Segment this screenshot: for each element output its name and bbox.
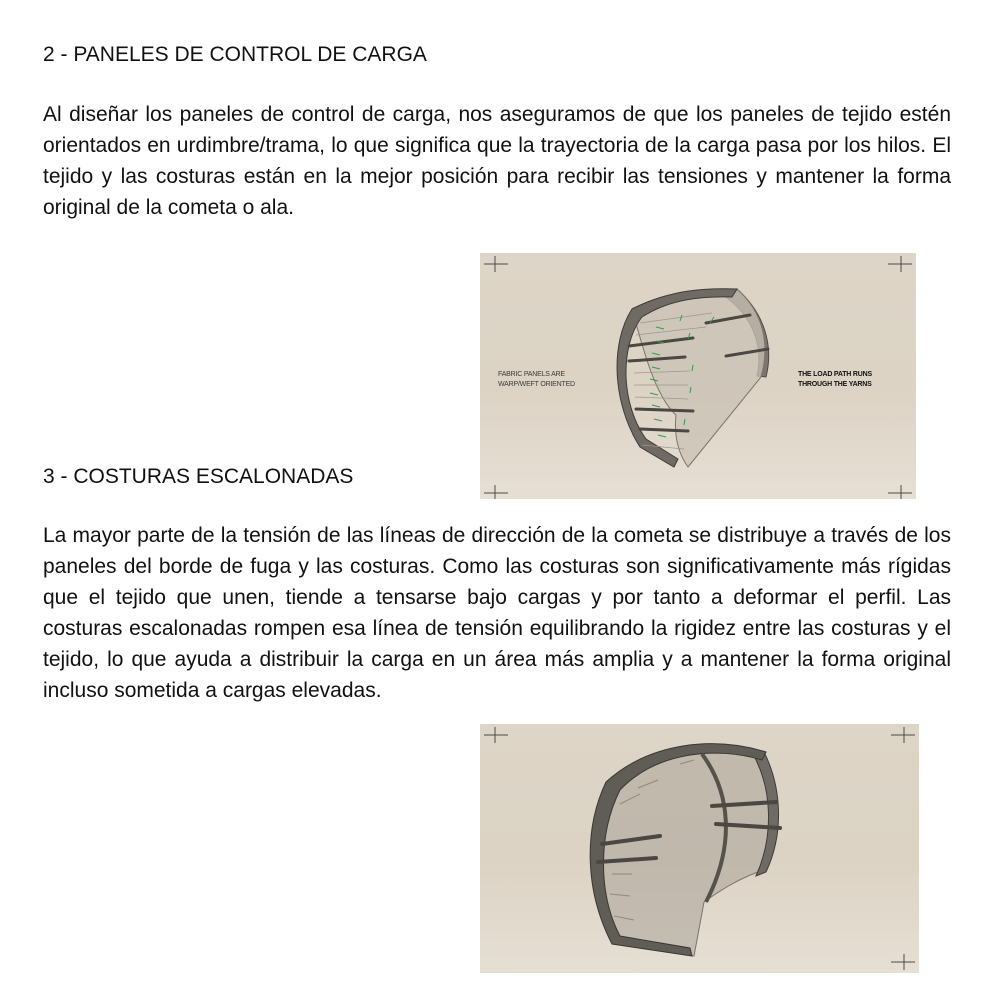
section-3-paragraph: La mayor parte de la tensión de las líneas de dirección de la cometa se distribuye a través de los paneles del borde de fuga y las costuras. Como las costuras son significativamente más rígidas que el tejido que unen, tiende a tensarse bajo cargas y por tanto a deformar el perfil. Las costuras escalonadas rompen esa línea de tensión equilibrando la rigidez entre las costuras y el tejido, lo que ayuda a distribuir la carga en un área más amplia y a mantener la forma original incluso sometida a cargas elevadas. xyxy=(43,524,951,702)
figure-label-left-line2: WARP/WEFT ORIENTED xyxy=(498,381,575,388)
kite-diagram-staggered-seams xyxy=(480,724,919,973)
staggered-seams-figure xyxy=(480,724,919,973)
load-control-panels-figure xyxy=(480,253,916,499)
section-2-paragraph: Al diseñar los paneles de control de carga, nos aseguramos de que los paneles de tejido estén orientados en urdimbre/trama, lo que significa que la trayectoria de la carga pasa por los hilos. El tejido y las costuras están en la mejor posición para recibir las tensiones y mantener la forma original de la cometa o ala. xyxy=(43,103,951,219)
figure-label-right-line1: THE LOAD PATH RUNS xyxy=(798,371,872,378)
section-2-heading: 2 - PANELES DE CONTROL DE CARGA xyxy=(43,43,427,66)
section-3-heading: 3 - COSTURAS ESCALONADAS xyxy=(43,465,354,488)
figure-label-left-line1: FABRIC PANELS ARE xyxy=(498,371,565,378)
figure-label-right-line2: THROUGH THE YARNS xyxy=(798,381,872,388)
